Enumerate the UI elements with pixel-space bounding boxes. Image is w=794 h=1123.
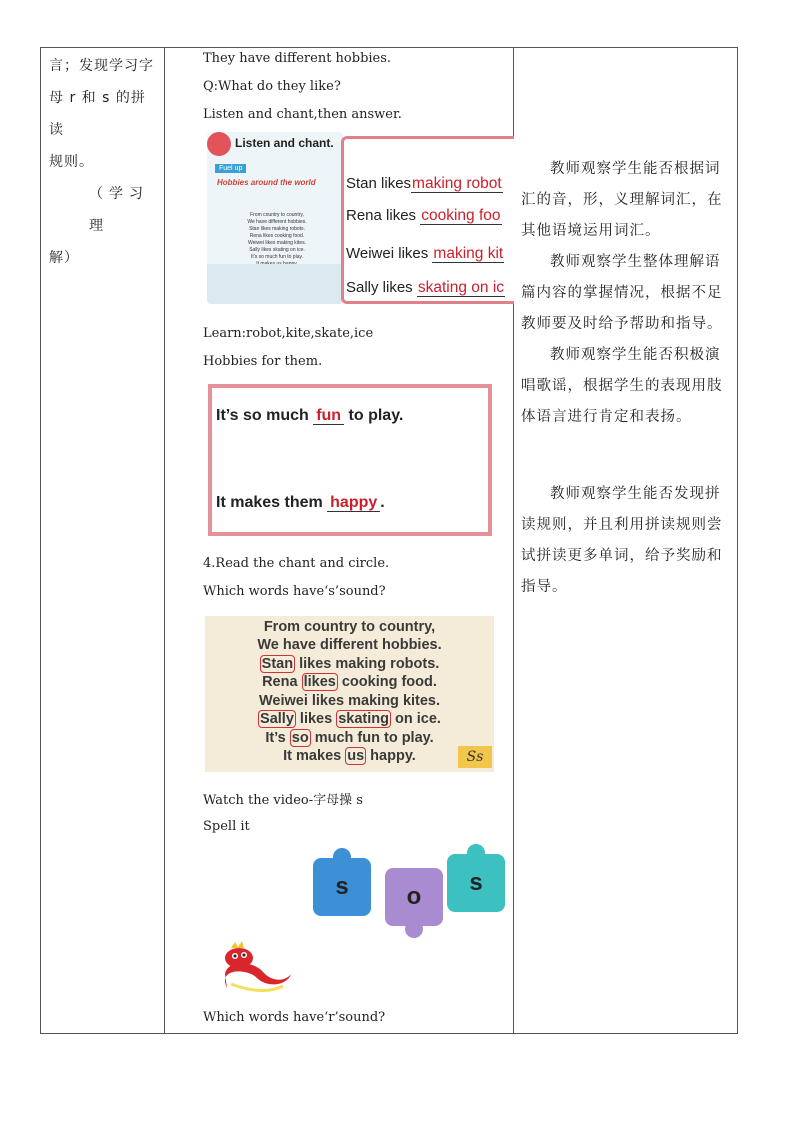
chant-mini-text: From country to country, We have different hobbies. Stan likes making robots. Rena likes cooking food. Weiwei likes making kites. Sally likes skating on ice. It's so much fun to play. bbox=[247, 212, 307, 260]
headphones-icon bbox=[207, 132, 231, 156]
puzzle-knob bbox=[467, 844, 485, 862]
passage-line: We have different hobbies. bbox=[257, 637, 442, 653]
activity-column bbox=[165, 48, 514, 1033]
likes-row: Weiwei likes making kit bbox=[346, 245, 504, 262]
chant-textbook-image bbox=[207, 132, 343, 304]
hobbies-line: It makes them happy . bbox=[216, 494, 385, 511]
objective-line: 母 r 和 s 的拼读 bbox=[49, 90, 146, 138]
puzzle-knob bbox=[333, 848, 351, 866]
snake-icon bbox=[217, 938, 297, 1000]
likes-row: Rena likes cooking foo bbox=[346, 207, 501, 224]
passage-line: It’s so much fun to play. bbox=[265, 730, 434, 746]
objective-line: 解） bbox=[49, 250, 79, 266]
puzzle-knob bbox=[405, 920, 423, 938]
evaluation-column bbox=[515, 48, 737, 603]
sos-puzzle-image bbox=[307, 842, 512, 934]
fuel-up-tag: Fuel up bbox=[215, 164, 246, 173]
chant-header: Listen and chant. bbox=[207, 132, 334, 156]
chant-passage-image bbox=[205, 616, 494, 772]
likes-answer-box bbox=[341, 136, 514, 304]
puzzle-piece: s bbox=[447, 854, 505, 912]
illustration bbox=[207, 264, 343, 304]
objective-line: 言；发现学习字 bbox=[49, 58, 154, 74]
evaluation-paragraph: 教师观察学生能否根据词汇的音，形，义理解词汇，在其他语境运用词汇。 bbox=[521, 161, 723, 239]
spell-it-text: Spell it bbox=[203, 819, 250, 834]
objective-line: 规则。 bbox=[49, 154, 94, 170]
question-text: Q:What do they like? bbox=[203, 79, 341, 94]
hobbies-line: It’s so much fun to play. bbox=[216, 407, 404, 424]
likes-row: Stan likesmaking robot bbox=[346, 175, 502, 192]
lesson-table bbox=[40, 47, 738, 1034]
instruction-text: Listen and chant,then answer. bbox=[203, 107, 402, 122]
objective-line: （学习理 bbox=[89, 186, 149, 234]
chant-title: Hobbies around the world bbox=[217, 178, 316, 187]
likes-row: Sally likes skating on ic bbox=[346, 279, 505, 296]
passage-line: Sally likes skating on ice. bbox=[260, 711, 441, 727]
hobbies-for-text: Hobbies for them. bbox=[203, 354, 323, 369]
puzzle-piece: s bbox=[313, 858, 371, 916]
passage-line: From country to country, bbox=[263, 619, 436, 635]
passage-line: Rena likes cooking food. bbox=[262, 674, 437, 690]
intro-text: They have different hobbies. bbox=[203, 51, 392, 66]
watch-video-text: Watch the video-字母操 s bbox=[203, 793, 363, 808]
r-sound-question: Which words have‘r’sound? bbox=[203, 1010, 386, 1025]
hobbies-answer-box bbox=[208, 384, 492, 536]
step4-text: 4.Read the chant and circle. bbox=[203, 556, 390, 571]
evaluation-paragraph: 教师观察学生能否积极演唱歌谣，根据学生的表现用肢体语言进行肯定和表扬。 bbox=[521, 347, 723, 425]
passage-line: Stan likes making robots. bbox=[261, 656, 440, 672]
evaluation-paragraph: 教师观察学生整体理解语篇内容的掌握情况，根据不足教师要及时给予帮助和指导。 bbox=[521, 254, 723, 332]
evaluation-paragraph: 教师观察学生能否发现拼读规则，并且利用拼读规则尝试拼读更多单词，给予奖励和指导。 bbox=[521, 486, 723, 595]
puzzle-piece: o bbox=[385, 868, 443, 926]
passage-line: Weiwei likes making kites. bbox=[258, 693, 441, 709]
learn-text: Learn:robot,kite,skate,ice bbox=[203, 326, 374, 341]
s-sound-question: Which words have‘s’sound? bbox=[203, 584, 386, 599]
objective-column bbox=[41, 48, 164, 274]
letter-card-ss: Ss bbox=[458, 746, 492, 768]
passage-line: It makes us happy. bbox=[283, 748, 416, 764]
